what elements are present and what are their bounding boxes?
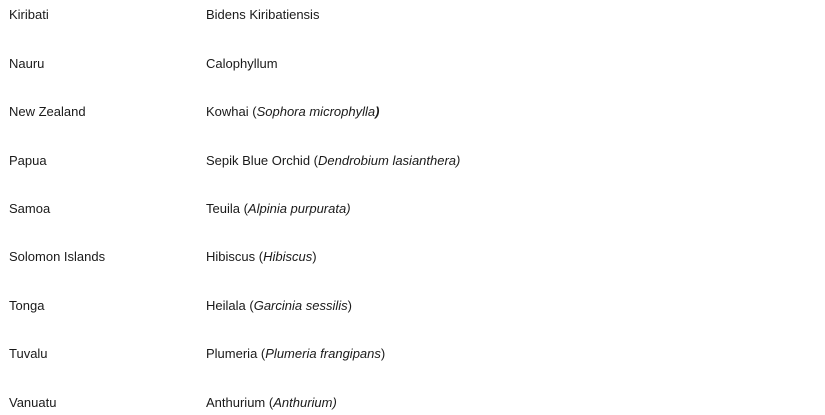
country-name: Tonga <box>9 298 45 313</box>
flower-scientific-name: Plumeria frangipans <box>265 346 381 361</box>
flower-common-name: Anthurium <box>206 395 269 410</box>
close-paren: ) <box>346 201 351 216</box>
flower-common-name: Hibiscus <box>206 249 259 264</box>
country-name: Tuvalu <box>9 346 48 361</box>
open-paren: ( <box>260 346 266 361</box>
flower-common-name: Heilala <box>206 298 250 313</box>
flower-name <box>206 295 352 317</box>
table-row <box>0 295 825 317</box>
table-row <box>0 343 825 365</box>
country-name: Kiribati <box>9 7 49 22</box>
open-paren: ( <box>243 201 248 216</box>
flower-common-name: Sepik Blue Orchid <box>206 153 314 168</box>
flower-name <box>206 4 319 26</box>
flower-name <box>206 198 351 220</box>
flower-common-name: Plumeria <box>206 346 261 361</box>
open-paren: ( <box>252 104 257 119</box>
table-row <box>0 246 825 268</box>
table-row <box>0 392 825 414</box>
flower-name <box>206 392 337 414</box>
table-row <box>0 198 825 220</box>
flower-scientific-name: Sophora microphylla <box>256 104 376 119</box>
flower-scientific-name: Garcinia sessilis <box>253 298 348 313</box>
country-name: Solomon Islands <box>9 249 106 264</box>
country-name: Nauru <box>9 56 45 71</box>
open-paren: ( <box>249 298 254 313</box>
close-paren: ) <box>332 395 337 410</box>
flower-scientific-name: Alpinia purpurata <box>247 201 347 216</box>
flower-common-name: Teuila <box>206 201 244 216</box>
country-name: Vanuatu <box>9 395 57 410</box>
flower-name <box>206 343 385 365</box>
flower-name <box>206 246 317 268</box>
table-row <box>0 4 825 26</box>
flower-scientific-name: Dendrobium lasianthera <box>318 153 457 168</box>
country-name: Papua <box>9 153 47 168</box>
flower-name <box>206 150 460 172</box>
close-paren: ) <box>347 298 352 313</box>
table-row <box>0 53 825 75</box>
close-paren: ) <box>312 249 317 264</box>
table-row <box>0 101 825 123</box>
close-paren: ) <box>380 346 386 361</box>
open-paren: ( <box>268 395 274 410</box>
flower-scientific-name: Anthurium <box>273 395 333 410</box>
table-row <box>0 150 825 172</box>
flower-common-name: Bidens Kiribatiensis <box>206 7 320 22</box>
open-paren: ( <box>258 249 264 264</box>
close-paren: ) <box>375 104 380 119</box>
country-name: Samoa <box>9 201 51 216</box>
close-paren: ) <box>456 153 461 168</box>
flower-scientific-name: Hibiscus <box>263 249 313 264</box>
flower-common-name: Kowhai <box>206 104 253 119</box>
open-paren: ( <box>313 153 319 168</box>
flower-common-name: Calophyllum <box>206 56 278 71</box>
country-name: New Zealand <box>9 104 86 119</box>
flower-name <box>206 101 379 123</box>
flower-name <box>206 53 278 75</box>
